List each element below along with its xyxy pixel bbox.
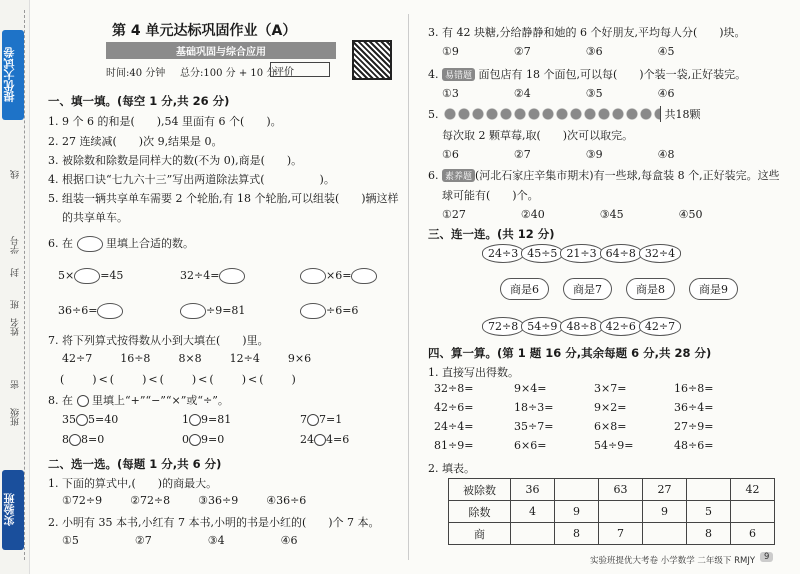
q7-item: 42÷7: [62, 352, 93, 365]
option[interactable]: ③45: [599, 208, 624, 221]
calc-item[interactable]: 32÷8=: [434, 382, 474, 395]
option[interactable]: ③5: [585, 87, 603, 100]
table-cell[interactable]: 5: [687, 501, 731, 523]
calc-item[interactable]: 42÷6=: [434, 401, 474, 414]
peach-blank[interactable]: [97, 303, 123, 319]
s1-q6-row2-c: [300, 303, 358, 319]
s1-q6-suffix: 里填上合适的数。: [106, 237, 194, 250]
q7-item: 8×8: [178, 352, 202, 365]
table-cell[interactable]: [687, 479, 731, 501]
brand-logo-bottom: 实验班: [2, 470, 24, 550]
table-cell[interactable]: 63: [599, 479, 643, 501]
s2-q1: 1. 下面的算式中,( )的商最大。: [48, 477, 218, 490]
match-middle-row: [500, 278, 738, 300]
table-cell[interactable]: 27: [643, 479, 687, 501]
section-banner: 基础巩固与综合应用: [106, 42, 336, 59]
option[interactable]: ④50: [678, 208, 703, 221]
expr-text: 8=0: [81, 433, 105, 446]
expr-text: 32÷4=: [180, 269, 220, 282]
option[interactable]: ③36÷9: [198, 494, 239, 507]
calc-item[interactable]: 81÷9=: [434, 439, 474, 452]
option[interactable]: ①72÷9: [62, 494, 103, 507]
expr-text: =45: [100, 269, 124, 282]
match-bottom-item[interactable]: 48÷8: [560, 317, 602, 336]
calc-item[interactable]: 6×6=: [514, 439, 547, 452]
rating-box[interactable]: [270, 62, 330, 77]
expr-text: 7: [300, 413, 307, 426]
operator-blank[interactable]: [189, 434, 201, 446]
circle-icon: [77, 395, 89, 407]
s1-q5-line1: 5. 组装一辆共享单车需要 2 个轮胎,有 18 个轮胎,可以组装( )辆这样: [48, 192, 399, 205]
table-cell[interactable]: [731, 501, 775, 523]
expr-text: ÷9=81: [206, 304, 246, 317]
table-cell[interactable]: 4: [511, 501, 555, 523]
match-top-item[interactable]: 24÷3: [482, 244, 524, 263]
option[interactable]: ②72÷8: [130, 494, 171, 507]
s1-q6: [48, 235, 194, 252]
peach-blank[interactable]: [74, 268, 100, 284]
brand-logo-top: 提优大试卷: [2, 30, 24, 120]
option[interactable]: ②7: [513, 148, 531, 161]
column-divider: [408, 14, 409, 560]
r-q5-strawberries: [428, 106, 701, 122]
section-2-title: 二、选一选。(每题 1 分,共 6 分): [48, 457, 222, 471]
peach-blank[interactable]: [180, 303, 206, 319]
option[interactable]: ①5: [62, 534, 79, 547]
q8-r1-a: [62, 413, 118, 426]
s1-q7-order-blanks[interactable]: ( )<( )<( )<( )<( ): [60, 373, 298, 386]
option[interactable]: ③9: [585, 148, 603, 161]
qr-code: [352, 40, 392, 80]
total-score: 总分:100 分 + 10 分: [180, 68, 277, 79]
r-q4-text: 面包店有 18 个面包,可以每( )个装一袋,正好装完。: [478, 68, 747, 81]
option[interactable]: ①3: [442, 87, 459, 100]
label-student-id: 学号: [11, 236, 21, 254]
table-instruction: 2. 填表。: [428, 462, 475, 475]
calc-item[interactable]: 54÷9=: [594, 439, 634, 452]
expr-text: 7=1: [319, 413, 343, 426]
expr-text: 4=6: [326, 433, 350, 446]
match-quotient[interactable]: 商是8: [626, 278, 675, 300]
match-bottom-item[interactable]: 42÷7: [639, 317, 681, 336]
s1-q6-row1-c: [300, 268, 377, 284]
calc-instruction: 1. 直接写出得数。: [428, 366, 519, 379]
s1-q7: 7. 将下列算式按得数从小到大填在( )里。: [48, 334, 269, 347]
s1-q5-line2: 的共享单车。: [62, 211, 128, 224]
q8-r2-b: [182, 433, 224, 446]
operator-blank[interactable]: [76, 414, 88, 426]
peach-blank[interactable]: [300, 303, 326, 319]
table-header: 商: [449, 523, 511, 545]
s1-q2: 2. 27 连续减( )次 9,结果是 0。: [48, 135, 223, 148]
option[interactable]: ②4: [513, 87, 531, 100]
footer-text: 实验班提优大考卷 小学数学 二年级下 RMJY: [590, 556, 756, 566]
calc-item[interactable]: 6×8=: [594, 420, 627, 433]
peach-blank[interactable]: [300, 268, 326, 284]
table-cell[interactable]: 6: [731, 523, 775, 545]
calc-item[interactable]: 3×7=: [594, 382, 627, 395]
q7-item: 16÷8: [120, 352, 151, 365]
table-header: 被除数: [449, 479, 511, 501]
match-quotient[interactable]: 商是6: [500, 278, 549, 300]
calc-item[interactable]: 48÷6=: [674, 439, 714, 452]
strawberry-icons: [443, 106, 661, 122]
s1-q6-row1-a: [58, 268, 123, 284]
label-feng: 封: [11, 268, 21, 277]
match-bottom-item[interactable]: 54÷9: [521, 317, 563, 336]
peach-blank[interactable]: [219, 268, 245, 284]
match-quotient[interactable]: 商是7: [563, 278, 612, 300]
label-mi: 密: [11, 380, 21, 389]
table-row: [449, 523, 775, 545]
rating-label: 评价: [274, 67, 294, 78]
s1-q6-prefix: 6. 在: [48, 237, 73, 250]
r-q5-options: [442, 148, 675, 161]
tag-literacy: 素养题: [442, 169, 475, 182]
r-q6-options: [442, 208, 702, 221]
division-table: [448, 478, 775, 545]
q8-r1-b: [182, 413, 231, 426]
r-q6: 6. 素养题 (河北石家庄辛集市期末)有一些球,每盒装 8 个,正好装完。这些: [428, 169, 780, 182]
cut-line: [24, 10, 25, 560]
label-name: 姓名: [11, 318, 21, 336]
r-q3: 3. 有 42 块糖,分给静静和她的 6 个好朋友,平均每人分( )块。: [428, 26, 746, 39]
expr-text: ×6=: [326, 269, 352, 282]
option[interactable]: ③6: [585, 45, 603, 58]
table-cell[interactable]: 8: [687, 523, 731, 545]
calc-item[interactable]: 16÷8=: [674, 382, 714, 395]
s1-q8-prefix: 8. 在: [48, 394, 73, 407]
option[interactable]: ④6: [280, 534, 298, 547]
expr-text: 1: [182, 413, 189, 426]
option[interactable]: ④8: [657, 148, 675, 161]
match-top-item[interactable]: 45÷5: [521, 244, 563, 263]
expr-text: 9=81: [201, 413, 232, 426]
match-top-row: [482, 244, 678, 263]
operator-blank[interactable]: [307, 414, 319, 426]
s1-q6-row1-b: [180, 268, 245, 284]
match-top-item[interactable]: 21÷3: [560, 244, 602, 263]
table-cell[interactable]: 8: [555, 523, 599, 545]
r-q5-number: 5.: [428, 107, 439, 121]
expr-text: 9=0: [201, 433, 225, 446]
section-3-title: 三、连一连。(共 12 分): [428, 227, 555, 241]
match-top-item[interactable]: 32÷4: [639, 244, 681, 263]
r-q5-total: 共18颗: [664, 108, 701, 121]
s1-q1: 1. 9 个 6 的和是( ),54 里面有 6 个( )。: [48, 115, 282, 128]
option[interactable]: ①6: [442, 148, 459, 161]
expr-text: 24: [300, 433, 314, 446]
r-q4-options: [442, 87, 675, 100]
r-q3-options: [442, 45, 675, 58]
option[interactable]: ④36÷6: [266, 494, 307, 507]
s2-q1-options: [62, 494, 306, 507]
peach-blank[interactable]: [351, 268, 377, 284]
option[interactable]: ①9: [442, 45, 459, 58]
table-cell[interactable]: 7: [599, 523, 643, 545]
calc-item[interactable]: 27÷9=: [674, 420, 714, 433]
table-row: [449, 501, 775, 523]
table-cell[interactable]: 9: [555, 501, 599, 523]
match-top-item[interactable]: 64÷8: [600, 244, 642, 263]
r-q5: 每次取 2 颗草莓,取( )次可以取完。: [442, 129, 634, 142]
r-q4: 4. 易错题 面包店有 18 个面包,可以每( )个装一袋,正好装完。: [428, 68, 747, 81]
s1-q8: [48, 392, 229, 408]
match-quotient[interactable]: 商是9: [689, 278, 738, 300]
q7-item: 12÷4: [229, 352, 260, 365]
table-cell[interactable]: 36: [511, 479, 555, 501]
expr-text: 0: [182, 433, 189, 446]
q8-r2-a: [62, 433, 104, 446]
match-bottom-item[interactable]: 42÷6: [600, 317, 642, 336]
q8-r1-c: [300, 413, 342, 426]
s1-q6-row2-a: [58, 303, 123, 319]
peach-icon: [77, 236, 103, 252]
option[interactable]: ②7: [513, 45, 531, 58]
r-q6-text: (河北石家庄辛集市期末)有一些球,每盒装 8 个,正好装完。这些: [475, 169, 780, 182]
s1-q3: 3. 被除数和除数是同样大的数(不为 0),商是( )。: [48, 154, 303, 167]
page-number: 9: [760, 552, 773, 562]
calc-grid: [434, 382, 754, 452]
label-xian: 线: [11, 170, 21, 179]
calc-item[interactable]: 36÷4=: [674, 401, 714, 414]
expr-text: 5×: [58, 269, 75, 282]
s1-q7-items: [62, 352, 311, 365]
calc-item[interactable]: 24÷4=: [434, 420, 474, 433]
table-row: [449, 479, 775, 501]
q7-item: 9×6: [287, 352, 312, 365]
calc-item[interactable]: 35÷7=: [514, 420, 554, 433]
match-bottom-item[interactable]: 72÷8: [482, 317, 524, 336]
s1-q8-suffix: 里填上“+”“−”“×”或“÷”。: [92, 394, 229, 407]
q8-r2-c: [300, 433, 349, 446]
s2-q2-options: [62, 534, 298, 547]
s1-q6-row2-b: [180, 303, 245, 319]
option[interactable]: ④5: [657, 45, 675, 58]
expr-text: 5=40: [88, 413, 119, 426]
label-ban: 班: [11, 300, 21, 309]
table-cell[interactable]: [599, 501, 643, 523]
table-cell[interactable]: 42: [731, 479, 775, 501]
operator-blank[interactable]: [69, 434, 81, 446]
table-cell[interactable]: [643, 523, 687, 545]
table-cell[interactable]: [511, 523, 555, 545]
expr-text: 36÷6=: [58, 304, 98, 317]
expr-text: 8: [62, 433, 69, 446]
option[interactable]: ②40: [520, 208, 545, 221]
table-cell[interactable]: 9: [643, 501, 687, 523]
option[interactable]: ③4: [207, 534, 225, 547]
option[interactable]: ④6: [657, 87, 675, 100]
expr-text: ÷6=6: [326, 304, 359, 317]
match-bottom-row: [482, 317, 678, 336]
option[interactable]: ②7: [134, 534, 152, 547]
table-cell[interactable]: [555, 479, 599, 501]
time-limit: 时间:40 分钟: [106, 68, 166, 79]
binding-strip: [0, 0, 30, 574]
s2-q2: 2. 小明有 35 本书,小红有 7 本书,小明的书是小红的( )个 7 本。: [48, 516, 380, 529]
option[interactable]: ①27: [442, 208, 466, 221]
operator-blank[interactable]: [189, 414, 201, 426]
table-header: 除数: [449, 501, 511, 523]
r-q6-line2: 球可能有( )个。: [442, 189, 539, 202]
section-1-title: 一、填一填。(每空 1 分,共 26 分): [48, 94, 230, 108]
calc-item[interactable]: 9×2=: [594, 401, 627, 414]
tag-error-prone: 易错题: [442, 68, 475, 81]
calc-item[interactable]: 18÷3=: [514, 401, 554, 414]
calc-item[interactable]: 9×4=: [514, 382, 547, 395]
page-title: 第 4 单元达标巩固作业（A）: [112, 23, 297, 39]
operator-blank[interactable]: [314, 434, 326, 446]
label-class: 班级: [11, 408, 21, 426]
s1-q4: 4. 根据口诀“七九六十三”写出两道除法算式( )。: [48, 173, 335, 186]
expr-text: 35: [62, 413, 76, 426]
section-4-title: 四、算一算。(第 1 题 16 分,其余每题 6 分,共 28 分): [428, 346, 712, 360]
